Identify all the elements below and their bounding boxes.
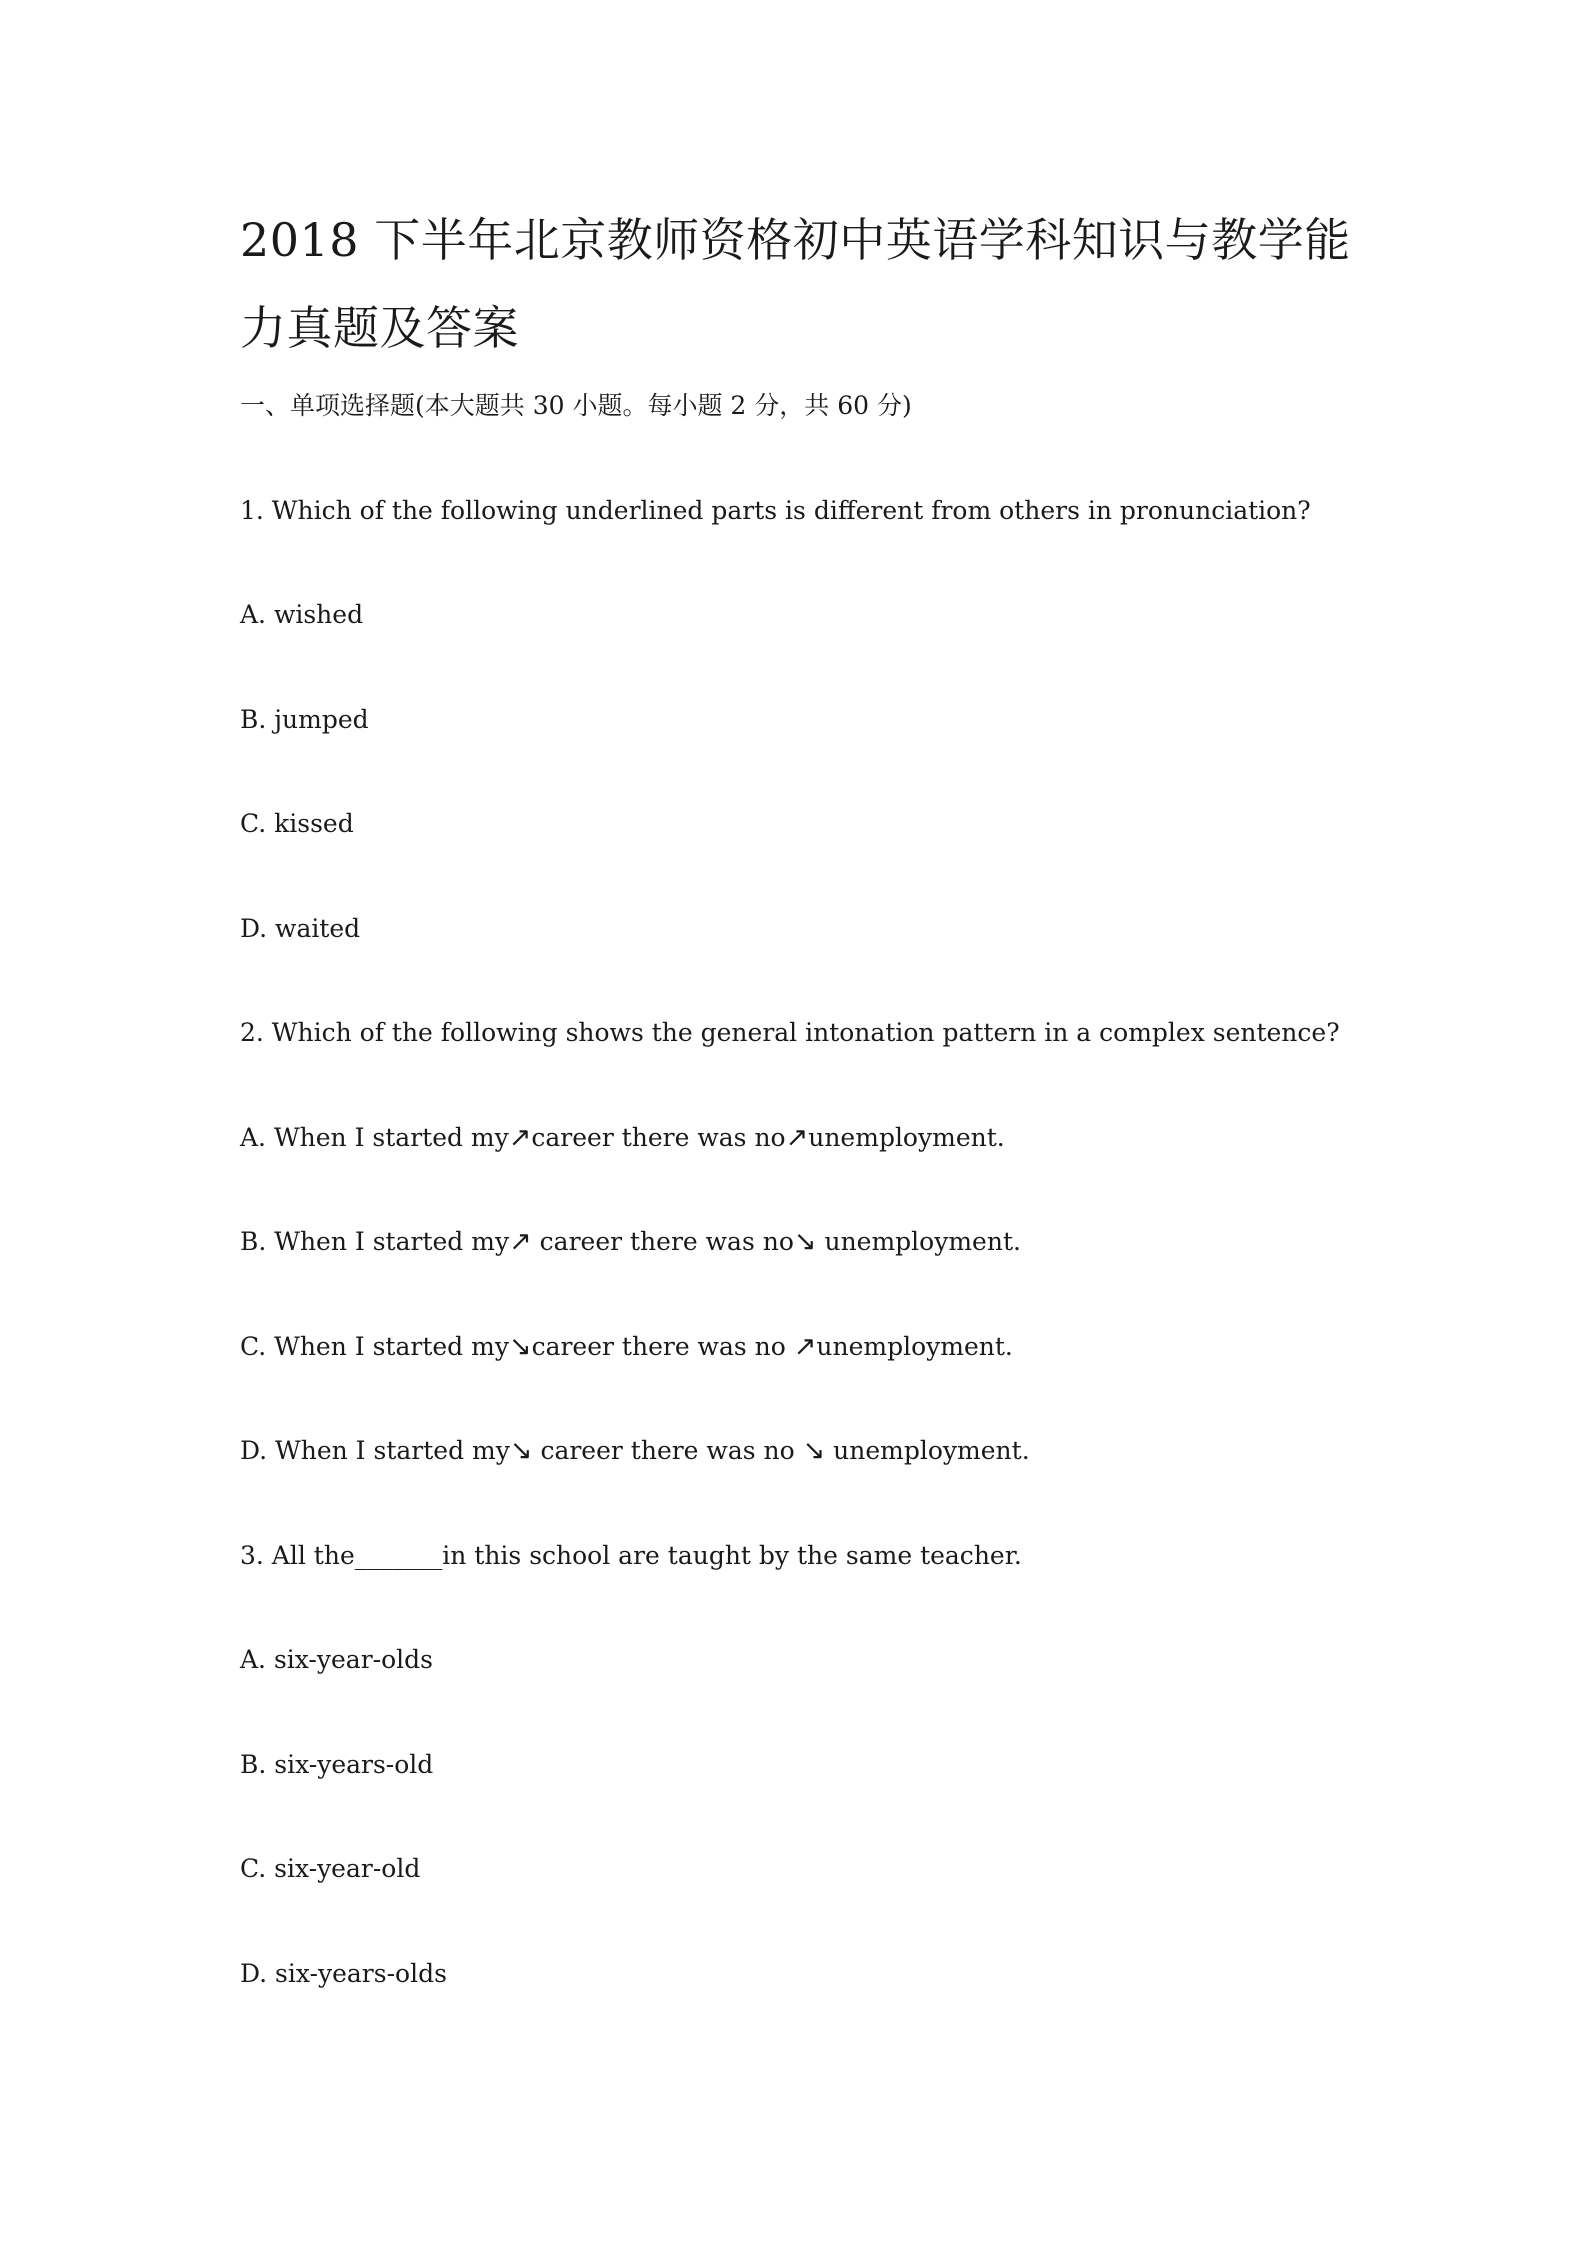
rising-arrow-icon: ↗ [509, 1226, 532, 1257]
question-3-option-d: D. six-years-olds [240, 1959, 447, 1988]
question-2-option-b [240, 1225, 1021, 1259]
falling-arrow-icon: ↘ [509, 1435, 533, 1466]
option-text: A. When I started my [240, 1123, 509, 1152]
question-1-option-c: C. kissed [240, 809, 354, 838]
section-heading: 一、单项选择题(本大题共 30 小题。每小题 2 分，共 60 分) [240, 391, 912, 420]
question-2-option-d [240, 1434, 1030, 1468]
question-1-option-a: A. wished [240, 600, 364, 629]
document-title: 2018 下半年北京教师资格初中英语学科知识与教学能力真题及答案 [240, 213, 1351, 355]
falling-arrow-icon: ↘ [802, 1435, 826, 1466]
rising-arrow-icon: ↗ [793, 1331, 817, 1362]
option-text: career there was no [531, 1227, 794, 1256]
question-1-option-d: D. waited [240, 914, 361, 943]
rising-arrow-icon: ↗ [785, 1122, 809, 1153]
option-text: career there was no [531, 1123, 786, 1152]
option-text: career there was no [532, 1436, 803, 1465]
falling-arrow-icon: ↘ [793, 1226, 817, 1257]
question-2-option-a [240, 1121, 1005, 1155]
option-text: C. When I started my [240, 1332, 509, 1361]
rising-arrow-icon: ↗ [508, 1122, 532, 1153]
option-text: D. When I started my [240, 1436, 510, 1465]
question-3-option-b: B. six-years-old [240, 1750, 434, 1779]
question-1-option-b: B. jumped [240, 705, 369, 734]
question-2-option-c [240, 1330, 1013, 1364]
question-1-stem: 1. Which of the following underlined parts is different from others in pronunciation? [240, 496, 1311, 525]
option-text: unemployment. [816, 1227, 1021, 1256]
option-text: career there was no [531, 1332, 794, 1361]
question-3-stem: 3. All the_______in this school are taught by the same teacher. [240, 1541, 1022, 1570]
falling-arrow-icon: ↘ [508, 1331, 532, 1362]
question-3-option-a: A. six-year-olds [240, 1645, 433, 1674]
option-text: unemployment. [825, 1436, 1030, 1465]
option-text: unemployment. [816, 1332, 1013, 1361]
question-2-stem: 2. Which of the following shows the general intonation pattern in a complex sentence? [240, 1018, 1340, 1047]
question-3-option-c: C. six-year-old [240, 1854, 421, 1883]
option-text: unemployment. [808, 1123, 1005, 1152]
option-text: B. When I started my [240, 1227, 510, 1256]
